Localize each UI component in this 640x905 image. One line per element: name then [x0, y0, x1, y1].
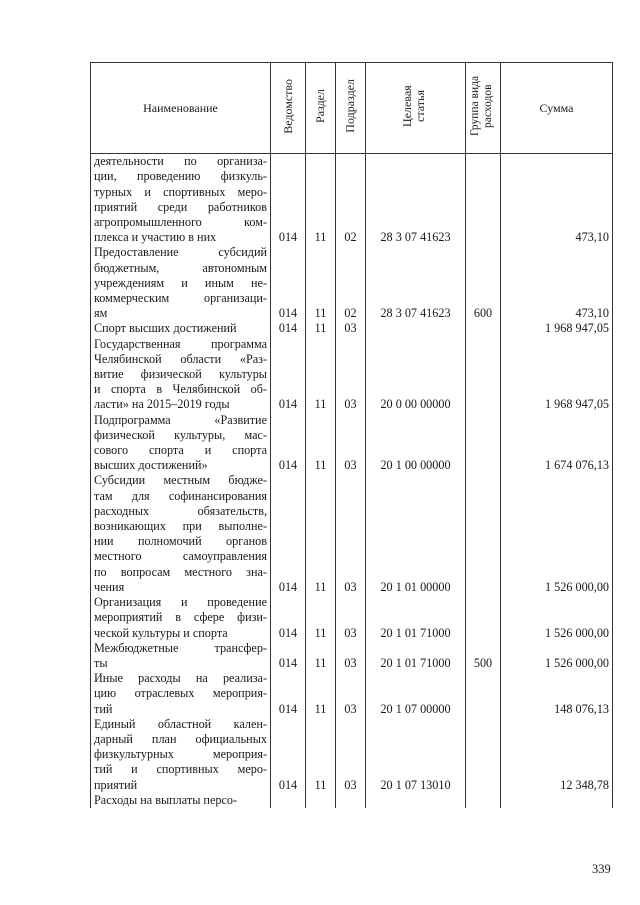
row-name: Спорт высших достижений: [91, 321, 271, 336]
row-vedomstvo: [271, 793, 306, 808]
row-gruppa: 600: [466, 245, 501, 321]
row-summa: 1 968 947,05: [501, 337, 613, 413]
row-razdel: 11: [306, 671, 336, 717]
row-vedomstvo: 014: [271, 413, 306, 474]
header-summa: Сумма: [501, 63, 613, 154]
row-podrazdel: 03: [336, 337, 366, 413]
row-gruppa: [466, 413, 501, 474]
row-gruppa: [466, 473, 501, 595]
row-podrazdel: 02: [336, 154, 366, 246]
row-celevaya: 20 1 07 13010: [366, 717, 466, 793]
row-razdel: 11: [306, 321, 336, 336]
row-summa: 1 526 000,00: [501, 595, 613, 641]
header-vedomstvo: Ведомство: [271, 63, 306, 154]
header-celevaya: Целевая статья: [366, 63, 466, 154]
table-row: [91, 413, 613, 474]
row-podrazdel: 03: [336, 641, 366, 671]
row-gruppa: [466, 154, 501, 246]
table-row: [91, 337, 613, 413]
row-celevaya: 20 1 01 71000: [366, 641, 466, 671]
table-row: [91, 671, 613, 717]
row-podrazdel: 03: [336, 671, 366, 717]
row-razdel: [306, 793, 336, 808]
row-summa: 148 076,13: [501, 671, 613, 717]
row-name: деятельности по организа- ции, проведению физкуль- турных и спортивных меро- приятий среди работников агропромышленного ком- плекса и участию в них: [91, 154, 271, 246]
row-celevaya: 20 1 07 00000: [366, 671, 466, 717]
row-gruppa: [466, 337, 501, 413]
row-vedomstvo: 014: [271, 641, 306, 671]
row-summa: [501, 793, 613, 808]
row-razdel: 11: [306, 154, 336, 246]
table-row: [91, 595, 613, 641]
row-summa: 1 968 947,05: [501, 321, 613, 336]
row-razdel: 11: [306, 473, 336, 595]
row-vedomstvo: 014: [271, 245, 306, 321]
page-number: 339: [592, 862, 611, 876]
table-row: [91, 154, 613, 246]
row-vedomstvo: 014: [271, 337, 306, 413]
row-celevaya: 20 1 01 00000: [366, 473, 466, 595]
row-gruppa: [466, 321, 501, 336]
table-row: [91, 473, 613, 595]
row-vedomstvo: 014: [271, 321, 306, 336]
row-gruppa: [466, 671, 501, 717]
row-summa: 1 674 076,13: [501, 413, 613, 474]
row-gruppa: [466, 793, 501, 808]
row-name: Субсидии местным бюдже- там для софинансирования расходных обязательств, возникающих при выполне- нии полномочий органов местного самоуправления по вопросам местного зна- чения: [91, 473, 271, 595]
table-row: [91, 321, 613, 336]
row-podrazdel: 02: [336, 245, 366, 321]
table-row: [91, 793, 613, 808]
budget-table: [90, 62, 613, 808]
row-vedomstvo: 014: [271, 717, 306, 793]
row-podrazdel: 03: [336, 413, 366, 474]
row-celevaya: [366, 793, 466, 808]
row-name: Расходы на выплаты персо-: [91, 793, 271, 808]
row-podrazdel: 03: [336, 717, 366, 793]
row-summa: 473,10: [501, 245, 613, 321]
header-podrazdel: Подраздел: [336, 63, 366, 154]
row-vedomstvo: 014: [271, 154, 306, 246]
row-vedomstvo: 014: [271, 671, 306, 717]
row-gruppa: [466, 595, 501, 641]
header-razdel: Раздел: [306, 63, 336, 154]
row-vedomstvo: 014: [271, 595, 306, 641]
row-razdel: 11: [306, 245, 336, 321]
row-summa: 1 526 000,00: [501, 473, 613, 595]
table-body: [91, 154, 613, 808]
row-celevaya: 20 1 00 00000: [366, 413, 466, 474]
row-podrazdel: 03: [336, 595, 366, 641]
row-name: Межбюджетные трансфер- ты: [91, 641, 271, 671]
row-razdel: 11: [306, 717, 336, 793]
row-podrazdel: 03: [336, 321, 366, 336]
row-celevaya: [366, 321, 466, 336]
row-celevaya: 28 3 07 41623: [366, 154, 466, 246]
row-summa: 473,10: [501, 154, 613, 246]
table-row: [91, 717, 613, 793]
row-name: Организация и проведение мероприятий в сфере физи- ческой культуры и спорта: [91, 595, 271, 641]
row-razdel: 11: [306, 595, 336, 641]
row-summa: 1 526 000,00: [501, 641, 613, 671]
table-header: [91, 63, 613, 154]
row-podrazdel: [336, 793, 366, 808]
row-summa: 12 348,78: [501, 717, 613, 793]
header-gruppa: Группа вида расходов: [466, 63, 501, 154]
row-gruppa: [466, 717, 501, 793]
row-razdel: 11: [306, 337, 336, 413]
row-celevaya: 20 0 00 00000: [366, 337, 466, 413]
row-name: Единый областной кален- дарный план официальных физкультурных мероприя- тий и спортивных меро- приятий: [91, 717, 271, 793]
row-name: Государственная программа Челябинской области «Раз- витие физической культуры и спорта в Челябинской об- ласти» на 2015–2019 годы: [91, 337, 271, 413]
row-vedomstvo: 014: [271, 473, 306, 595]
header-name: Наименование: [91, 63, 271, 154]
row-gruppa: 500: [466, 641, 501, 671]
table-row: [91, 245, 613, 321]
table-row: [91, 641, 613, 671]
row-razdel: 11: [306, 413, 336, 474]
row-name: Иные расходы на реализа- цию отраслевых мероприя- тий: [91, 671, 271, 717]
row-podrazdel: 03: [336, 473, 366, 595]
row-name: Подпрограмма «Развитие физической культуры, мас- сового спорта и спорта высших достижений»: [91, 413, 271, 474]
row-name: Предоставление субсидий бюджетным, автономным учреждениям и иным не- коммерческим организаци- ям: [91, 245, 271, 321]
row-celevaya: 28 3 07 41623: [366, 245, 466, 321]
row-razdel: 11: [306, 641, 336, 671]
row-celevaya: 20 1 01 71000: [366, 595, 466, 641]
